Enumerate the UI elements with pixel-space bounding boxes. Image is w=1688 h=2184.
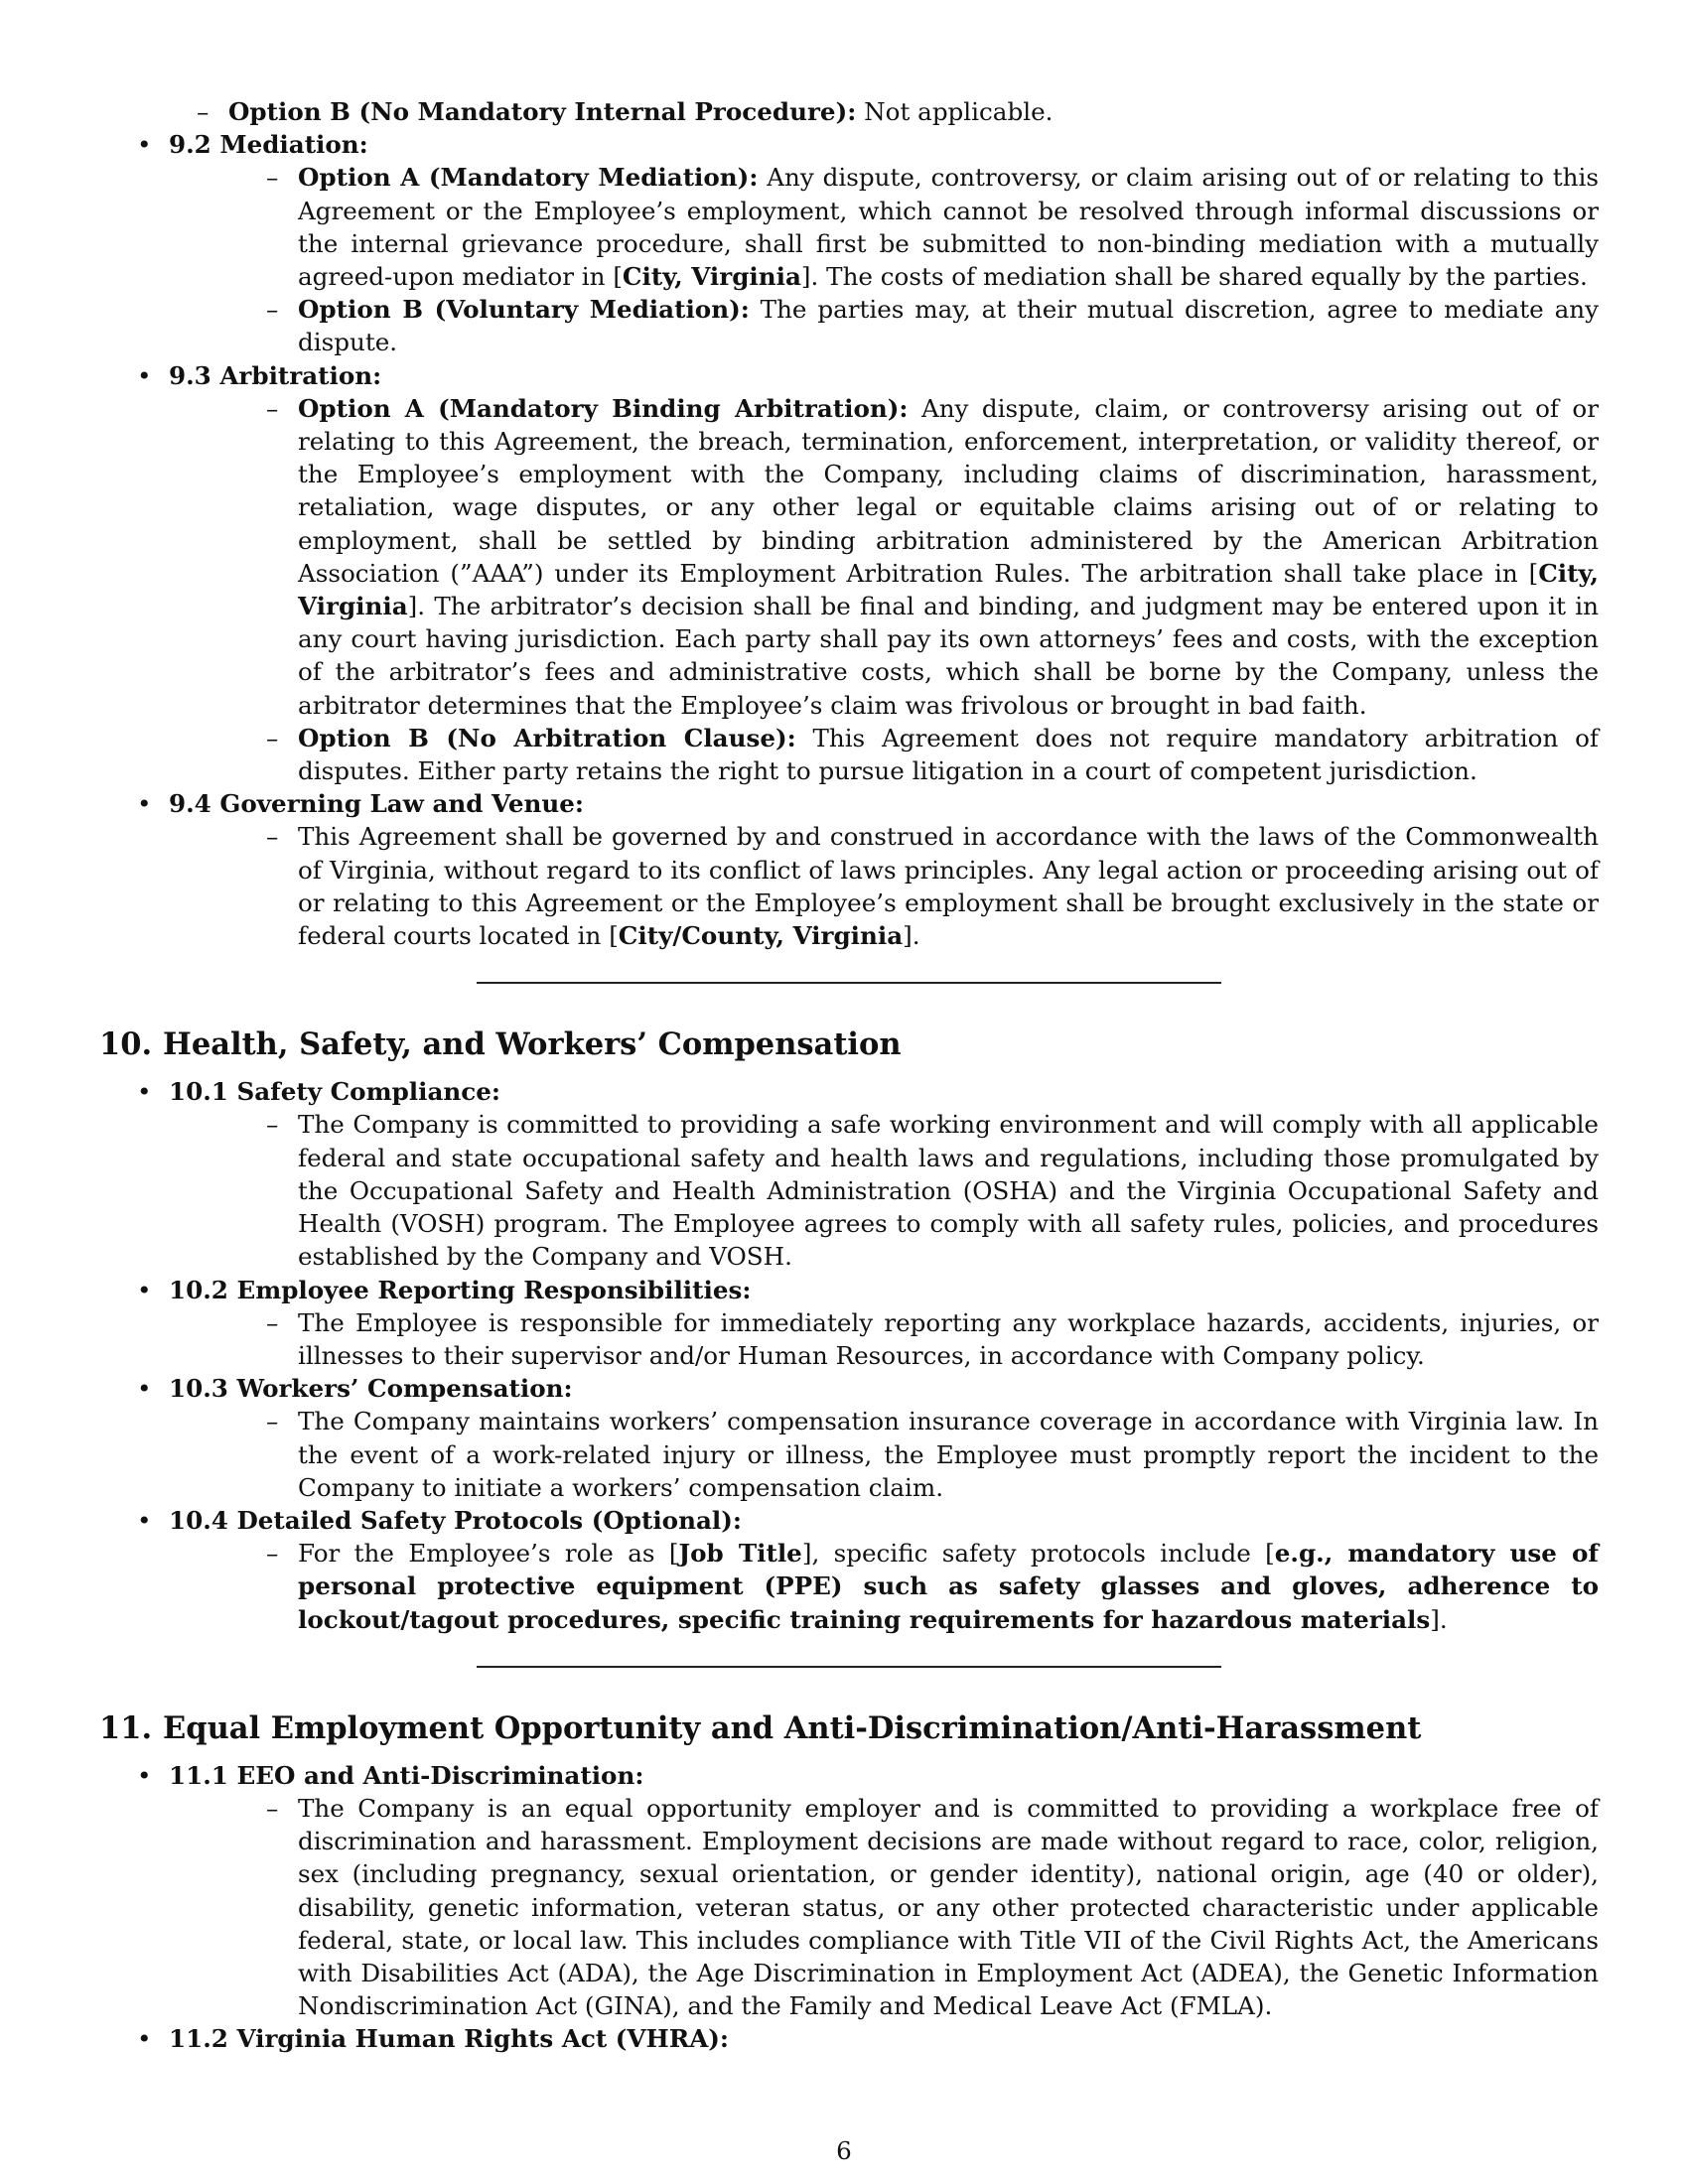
section-divider (477, 1666, 1221, 1668)
bullet-icon: • (137, 789, 152, 819)
sub-list (169, 820, 1599, 952)
item-heading: 9.3 Arbitration: (169, 360, 382, 390)
bullet-icon: • (137, 1077, 152, 1107)
option-lead: Option A (Mandatory Binding Arbitration): (298, 393, 909, 423)
dash-icon: – (197, 97, 210, 126)
bullet-icon: • (137, 1374, 152, 1404)
dash-icon: – (266, 295, 279, 325)
dash-icon: – (266, 822, 279, 852)
sub-item (169, 1306, 1599, 1372)
bullet-icon: • (137, 1760, 152, 1790)
sub-item-text: For the Employee’s role as [Job Title], specific safety protocols include [e.g., mandatory use of personal protective equipment (PPE) such as safety glasses and gloves, adherence to lockout/tagout procedures, specific training requirements for hazardous materials]. (298, 1539, 1600, 1634)
item-heading: 10.4 Detailed Safety Protocols (Optional): (169, 1505, 742, 1535)
dash-icon: – (266, 1793, 279, 1823)
sub-item (169, 1537, 1599, 1636)
item-heading: 9.2 Mediation: (169, 130, 368, 160)
bullet-icon: • (137, 360, 152, 390)
option-lead: Option B (No Mandatory Internal Procedure): (228, 97, 857, 126)
sub-item-text: The Company is an equal opportunity employer and is committed to providing a workplace free of discrimination and harassment. Employment decisions are made without regard to race, color, religion, sex (including pregnancy, sexual orientation, or gender identity), national origin, age (40 or older), disability, genetic information, veteran status, or any other protected characteristic under applicable federal, state, or local law. This includes compliance with Title VII of the Civil Rights Act, the Americans with Disabilities Act (ADA), the Age Discrimination in Employment Act (ADEA), the Genetic Information Nondiscrimination Act (GINA), and the Family and Medical Leave Act (FMLA). (298, 1793, 1599, 2021)
bullet-icon: • (137, 1505, 152, 1535)
section-9-list (99, 95, 1599, 952)
sub-item-text: The Company maintains workers’ compensation insurance coverage in accordance with Virginia law. In the event of a work-related injury or illness, the Employee must promptly report the incident to the Company to initiate a workers’ compensation claim. (298, 1407, 1599, 1502)
sub-item (169, 293, 1599, 358)
item-heading: 11.1 EEO and Anti-Discrimination: (169, 1760, 644, 1790)
section-title: Health, Safety, and Workers’ Compensation (163, 1026, 902, 1063)
dash-icon: – (266, 723, 279, 752)
sub-list (169, 161, 1599, 358)
dash-icon: – (266, 1110, 279, 1140)
sub-list (169, 1792, 1599, 2022)
sub-item-text: The Company is committed to providing a safe working environment and will comply with all applicable federal and state occupational safety and health laws and regulations, including those promulgated by the Occupational Safety and Health Administration (OSHA) and the Virginia Occupational Safety and Health (VOSH) program. The Employee agrees to comply with all safety rules, policies, and procedures established by the Company and VOSH. (298, 1110, 1599, 1272)
sub-item-text: The parties may, at their mutual discretion, agree to mediate any dispute. (298, 295, 1599, 357)
sub-item-text: Not applicable. (864, 97, 1054, 126)
sub-item (169, 1405, 1599, 1504)
bullet-icon: • (137, 1275, 152, 1304)
sub-list (169, 1306, 1599, 1372)
sub-item (169, 820, 1599, 952)
sub-item-text: This Agreement does not require mandatory arbitration of disputes. Either party retains the right to pursue litigation in a court of competent jurisdiction. (298, 723, 1599, 786)
list-item (99, 128, 1599, 358)
sub-list (169, 1108, 1599, 1273)
document-page (99, 95, 1599, 2056)
option-lead: Option B (Voluntary Mediation): (298, 295, 750, 325)
list-item (99, 1372, 1599, 1504)
sub-item (169, 1792, 1599, 2022)
sub-item (169, 161, 1599, 293)
sub-item-text: This Agreement shall be governed by and construed in accordance with the laws of the Commonwealth of Virginia, without regard to its conflict of laws principles. Any legal action or proceeding arising out of or relating to this Agreement or the Employee’s employment shall be brought exclusively in the state or federal courts located in [City/County, Virginia]. (298, 822, 1599, 951)
sub-list (169, 392, 1599, 787)
section-divider (477, 982, 1221, 984)
list-item (99, 787, 1599, 952)
section-heading-10 (99, 1025, 1599, 1063)
section-11-list (99, 1759, 1599, 2056)
sub-list (99, 95, 1599, 128)
sub-item (99, 95, 1599, 128)
dash-icon: – (266, 163, 279, 193)
item-heading: 10.3 Workers’ Compensation: (169, 1374, 573, 1404)
section-number: 11. (99, 1709, 153, 1746)
list-item (99, 1504, 1599, 1636)
sub-item-text: The Employee is responsible for immediately reporting any workplace hazards, accidents, injuries, or illnesses to their supervisor and/or Human Resources, in accordance with Company policy. (298, 1307, 1599, 1370)
dash-icon: – (266, 1539, 279, 1569)
option-lead: Option B (No Arbitration Clause): (298, 723, 796, 752)
dash-icon: – (266, 393, 279, 423)
page-number: 6 (836, 2136, 852, 2165)
item-heading: 9.4 Governing Law and Venue: (169, 789, 585, 819)
item-heading: 10.1 Safety Compliance: (169, 1077, 500, 1107)
list-item (99, 95, 1599, 128)
section-title: Equal Employment Opportunity and Anti-Discrimination/Anti-Harassment (163, 1709, 1422, 1746)
sub-item (169, 392, 1599, 722)
section-heading-11 (99, 1709, 1599, 1747)
section-number: 10. (99, 1026, 153, 1063)
section-10-list (99, 1075, 1599, 1635)
sub-list (169, 1537, 1599, 1636)
item-heading: 11.2 Virginia Human Rights Act (VHRA): (169, 2024, 729, 2054)
list-item (99, 1759, 1599, 2023)
dash-icon: – (266, 1407, 279, 1436)
option-lead: Option A (Mandatory Mediation): (298, 163, 759, 193)
list-item (99, 359, 1599, 788)
sub-item (169, 1108, 1599, 1273)
list-item (99, 1274, 1599, 1373)
sub-item-text: Any dispute, controversy, or claim arising out of or relating to this Agreement or the Employee’s employment, which cannot be resolved through informal discussions or the internal grievance procedure, shall first be submitted to non-binding mediation with a mutually agreed-upon mediator in [City, Virginia]. The costs of mediation shall be shared equally by the parties. (298, 163, 1600, 292)
sub-item-text: Any dispute, claim, or controversy arising out of or relating to this Agreement, the breach, termination, enforcement, interpretation, or validity thereof, or the Employee’s employment with the Company, including claims of discrimination, harassment, retaliation, wage disputes, or any other legal or equitable claims arising out of or relating to employment, shall be settled by binding arbitration administered by the American Arbitration Association (”AAA”) under its Employment Arbitration Rules. The arbitration shall take place in [City, Virginia]. The arbitrator’s decision shall be final and binding, and judgment may be entered upon it in any court having jurisdiction. Each party shall pay its own attorneys’ fees and costs, with the exception of the arbitrator’s fees and administrative costs, which shall be borne by the Company, unless the arbitrator determines that the Employee’s claim was frivolous or brought in bad faith. (298, 393, 1599, 720)
dash-icon: – (266, 1307, 279, 1337)
item-heading: 10.2 Employee Reporting Responsibilities: (169, 1275, 752, 1304)
list-item (99, 1075, 1599, 1273)
sub-item (169, 722, 1599, 787)
sub-list (169, 1405, 1599, 1504)
list-item (99, 2022, 1599, 2055)
bullet-icon: • (137, 130, 152, 160)
bullet-icon: • (137, 2024, 152, 2054)
